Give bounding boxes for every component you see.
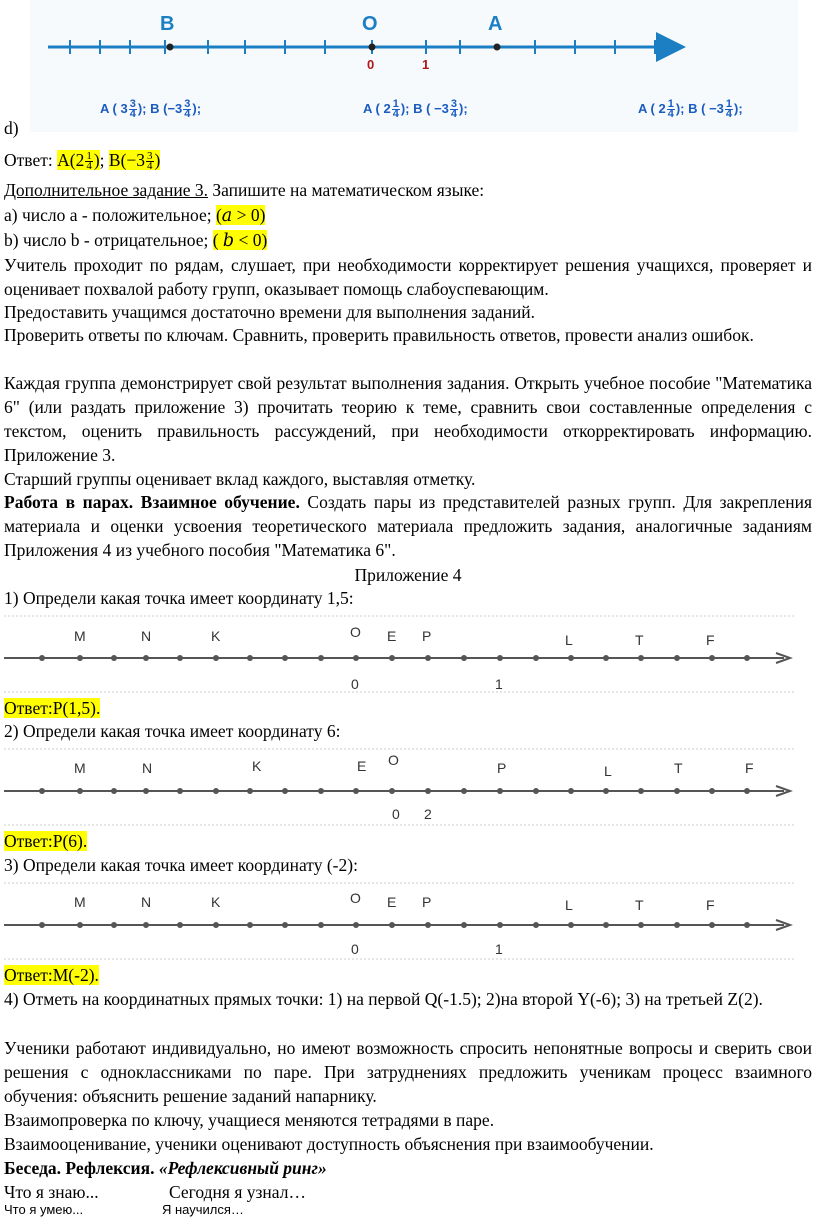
svg-text:T: T bbox=[635, 897, 644, 913]
svg-text:T: T bbox=[635, 632, 644, 648]
paragraph-reflection: Беседа. Рефлексия. «Рефлексивный ринг» bbox=[4, 1158, 327, 1178]
svg-text:M: M bbox=[74, 628, 86, 644]
svg-text:O: O bbox=[350, 624, 361, 640]
paragraph-check: Проверить ответы по ключам. Сравнить, проверить правильность ответов, провести анализ ошибок. bbox=[4, 325, 754, 345]
number-line-figure-top bbox=[30, 0, 798, 132]
svg-text:E: E bbox=[357, 758, 367, 774]
question-4: 4) Отметь на координатных прямых точки: 1) на первой Q(-1.5); 2)на второй Y(-6); 3) на третьей Z(2). bbox=[4, 989, 763, 1009]
reflection-row-2 bbox=[4, 1201, 812, 1219]
svg-text:L: L bbox=[604, 763, 612, 779]
svg-text:N: N bbox=[141, 894, 152, 910]
option-1: A ( 3 $\frac{3}{4}$ ); B (−3 $\frac{3}{4}$ ); bbox=[100, 98, 202, 120]
point-b bbox=[167, 44, 174, 51]
svg-text:P: P bbox=[497, 760, 507, 776]
svg-text:K: K bbox=[211, 628, 221, 644]
paragraph-time: Предоставить учащимся достаточно времени для выполнения заданий. bbox=[4, 302, 536, 322]
number-line-2 bbox=[4, 745, 796, 830]
extra-task: Дополнительное задание 3. Запишите на математическом языке: bbox=[4, 180, 485, 200]
item-b: b) число b - отрицательное; ( 𝑏 < 0) bbox=[4, 230, 268, 250]
label-o: O bbox=[362, 13, 378, 35]
svg-text:0: 0 bbox=[392, 806, 400, 822]
svg-text:F: F bbox=[745, 760, 754, 776]
answer-line-2: Ответ:P(6). bbox=[4, 831, 88, 851]
appendix-title: Приложение 4 bbox=[354, 565, 462, 585]
tick-1: 1 bbox=[422, 57, 430, 72]
paragraph-peer-check: Взаимопроверка по ключу, учащиеся меняются тетрадями в паре. bbox=[4, 1110, 495, 1130]
point-o bbox=[369, 44, 376, 51]
reflection-know: Что я знаю... bbox=[4, 1182, 99, 1202]
paragraph-teacher: Учитель проходит по рядам, слушает, при необходимости корректирует решения учащихся, проверяет и оценивает похвалой работу групп, оказывает помощь слабоуспевающим. bbox=[4, 255, 812, 299]
svg-text:P: P bbox=[422, 628, 432, 644]
tick-0: 0 bbox=[367, 57, 375, 72]
point-a bbox=[494, 44, 501, 51]
paragraph-pairs: Работа в парах. Взаимное обучение. Создать пары из представителей разных групп. Для закрепления материала и оценки усвоения теоретического материала предложить задания, аналогичные заданиям Приложения 4 из учебного пособия "Математика 6". bbox=[4, 492, 812, 560]
svg-text:1: 1 bbox=[495, 941, 503, 957]
svg-text:0: 0 bbox=[351, 941, 359, 957]
svg-text:T: T bbox=[674, 760, 683, 776]
svg-text:N: N bbox=[141, 628, 152, 644]
svg-text:K: K bbox=[252, 758, 262, 774]
d-label: d) bbox=[4, 118, 19, 138]
paragraph-peer-assess: Взаимооценивание, ученики оценивают доступность объяснения при взаимообучении. bbox=[4, 1134, 654, 1154]
question-2: 2) Определи какая точка имеет координату 6: bbox=[4, 721, 341, 741]
svg-text:N: N bbox=[142, 760, 153, 776]
svg-text:M: M bbox=[74, 894, 86, 910]
svg-text:F: F bbox=[706, 632, 715, 648]
svg-text:O: O bbox=[388, 752, 399, 768]
svg-text:L: L bbox=[565, 897, 573, 913]
answer-line-3: Ответ:M(-2). bbox=[4, 965, 99, 985]
option-3: A ( 2 $\frac{1}{4}$ ); B ( −3 $\frac{1}{4}$ ); bbox=[638, 98, 743, 120]
answer-1: Ответ: A(2 $\frac{1}{4}$ ); B(−3 $\frac{3}{4}$ ) bbox=[4, 150, 161, 173]
reflection-can: Что я умею... bbox=[4, 1202, 84, 1217]
svg-text:K: K bbox=[211, 894, 221, 910]
svg-text:O: O bbox=[350, 890, 361, 906]
paragraph-elder: Старший группы оценивает вклад каждого, выставляя отметку. bbox=[4, 469, 476, 489]
number-line-3 bbox=[4, 879, 796, 964]
svg-text:E: E bbox=[387, 894, 397, 910]
option-2: A ( 2 $\frac{1}{4}$ ); B ( −3 $\frac{3}{4}$ ); bbox=[363, 98, 468, 120]
item-a: а) число a - положительное; (𝑎 > 0) bbox=[4, 205, 266, 225]
answer-line-1: Ответ:P(1,5). bbox=[4, 698, 101, 718]
svg-text:P: P bbox=[422, 894, 432, 910]
reflection-learned: Сегодня я узнал… bbox=[169, 1182, 306, 1202]
svg-text:F: F bbox=[706, 897, 715, 913]
reflection-mastered: Я научился… bbox=[162, 1202, 244, 1217]
svg-text:2: 2 bbox=[424, 806, 432, 822]
question-1: 1) Определи какая точка имеет координату 1,5: bbox=[4, 588, 354, 608]
label-a: A bbox=[488, 13, 503, 35]
svg-text:E: E bbox=[387, 628, 397, 644]
svg-text:M: M bbox=[74, 760, 86, 776]
svg-text:L: L bbox=[565, 632, 573, 648]
label-b: B bbox=[160, 13, 175, 35]
number-line-1 bbox=[4, 612, 796, 697]
paragraph-groups: Каждая группа демонстрирует свой результат выполнения задания. Открыть учебное пособие "Математика 6" (или раздать приложение 3) прочитать теорию к теме, сравнить свои составленные определения с текстом, оценить правильность рассуждений, при необходимости откорректировать информацию. Приложение 3. bbox=[4, 373, 812, 465]
question-3: 3) Определи какая точка имеет координату (-2): bbox=[4, 855, 358, 875]
paragraph-individual: Ученики работают индивидуально, но имеют возможность спросить непонятные вопросы и сверить свои решения с одноклассниками по паре. При затруднениях предложить ученикам процесс взаимного обучения: объяснить решение заданий напарнику. bbox=[4, 1038, 812, 1106]
svg-text:1: 1 bbox=[495, 676, 503, 692]
svg-text:0: 0 bbox=[351, 676, 359, 692]
